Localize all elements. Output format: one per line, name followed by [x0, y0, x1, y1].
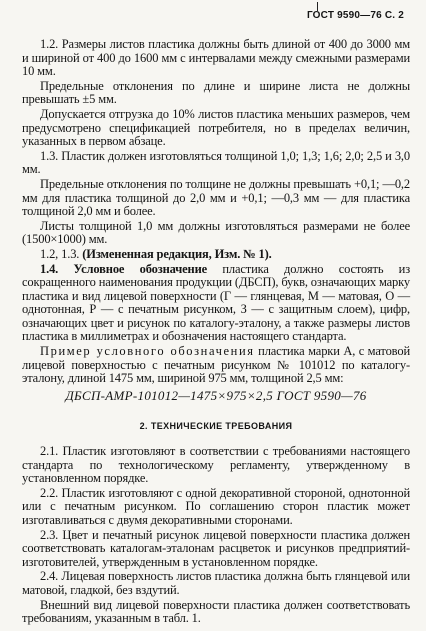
example-paragraph [22, 345, 410, 386]
document-body [22, 38, 410, 627]
paragraph-2-3: 2.3. Цвет и печатный рисунок лицевой поверхности пластика должен соответствовать каталогам-эталонам расцветок и рисунков предприятий-изготовителей, утвержденным в установленном порядке. [22, 527, 410, 569]
paragraph-length-width-tolerance: Предельные отклонения по длине и ширине листа не должны превышать ±5 мм. [22, 78, 410, 107]
paragraph-2-1: 2.1. Пластик изготовляют в соответствии с требованиями настоящего стандарта по технологическому регламенту, утвержденному в установленном порядке. [22, 444, 410, 486]
paragraph-appearance: Внешний вид лицевой поверхности пластика должен соответствовать требованиям, указанным в табл. 1. [22, 597, 410, 626]
paragraph-2-2: 2.2. Пластик изготовляют с одной декоративной стороной, однотонной или с печатным рисунком. По соглашению сторон пластик может изготавливаться с двумя декоративными сторонами. [22, 485, 410, 527]
paragraph-2-4: 2.4. Лицевая поверхность листов пластика должна быть глянцевой или матовой, гладкой, без вздутий. [22, 569, 410, 597]
section-title: 2. ТЕХНИЧЕСКИЕ ТРЕБОВАНИЯ [139, 421, 293, 432]
designation-example: ДБСП-АМР-101012—1475×975×2,5 ГОСТ 9590—76 [65, 387, 367, 403]
paragraph-thin-sheets: Листы толщиной 1,0 мм должны изготовляться размерами не более (1500×1000) мм. [22, 218, 410, 247]
paragraph-1-3: 1.3. Пластик должен изготовляться толщиной 1,0; 1,3; 1,6; 2,0; 2,5 и 3,0 мм. [22, 148, 410, 177]
amendment-prefix: 1.2, 1.3. [40, 246, 83, 261]
paragraph-1-2: 1.2. Размеры листов пластика должны быть длиной от 400 до 3000 мм и шириной от 400 до 1600 мм с интервалами между смежными размерами 10 мм. [22, 37, 410, 79]
amendment-text: (Измененная редакция, Изм. № 1). [82, 246, 272, 261]
paragraph-1-4-text: пластика должно состоять из сокращенного наименования продукции (ДБСП), букв, означающих марку пластика и вид лицевой поверхности (Г — глянцевая, М — матовая, О — однотонная, Р — с печатным рисунком, З — с защитным слоем), цифр, означающих цвет и рисунок по каталогу-эталону, а также размеры листов пластика в миллиметрах и обозначения настоящего стандарта. [22, 261, 410, 344]
page-header: ГОСТ 9590—76 С. 2 [306, 10, 404, 21]
example-text: пластика марки А, с матовой лицевой поверхностью с печатным рисунком № 101012 по каталогу-эталону, длиной 1475 мм, шириной 975 мм, толщиной 2,5 мм: [22, 344, 410, 386]
paragraph-thickness-tolerance: Предельные отклонения по толщине не должны превышать +0,1; —0,2 мм для пластика толщиной до 2,0 мм и +0,1; —0,3 мм — для пластика толщиной 2,0 мм и более. [22, 176, 410, 219]
paragraph-shipment: Допускается отгрузка до 10% листов пластика меньших размеров, чем предусмотрено спецификацией потребителя, но в пределах величин, указанных в первом абзаце. [22, 106, 410, 149]
paragraph-1-4-head: 1.4. Условное обозначение [40, 261, 208, 276]
paragraph-1-4 [22, 263, 410, 345]
amendment-note [22, 248, 410, 262]
example-spaced-label: Пример условного обозначения [40, 344, 255, 359]
